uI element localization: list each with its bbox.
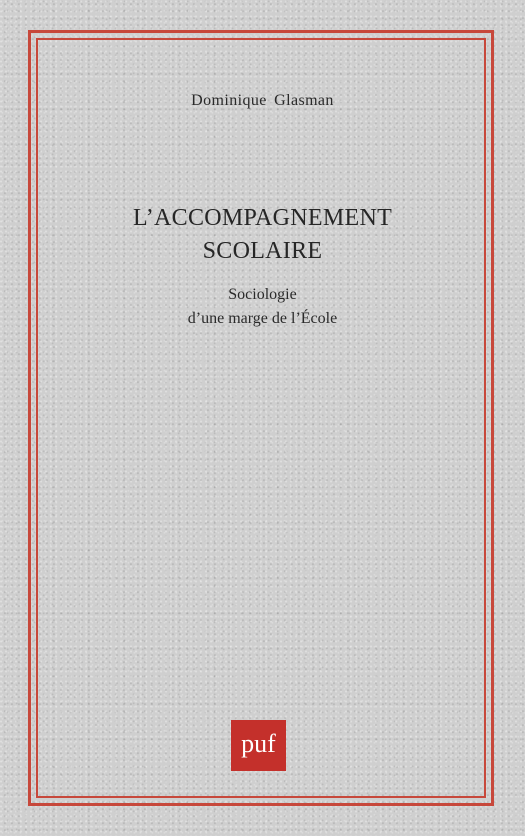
book-title [0,202,525,268]
book-subtitle-line-1: Sociologie [228,286,297,303]
book-title-line-1: L’ACCOMPAGNEMENT [132,205,393,231]
author-name: Dominique Glasman [191,92,334,109]
book-subtitle [0,283,525,331]
cover-frame-inner [36,38,486,798]
book-subtitle-line-2: d’une marge de l’École [187,310,338,327]
book-title-line-2: SCOLAIRE [202,238,323,264]
publisher-logo [231,720,286,771]
publisher-logo-text: puf [241,728,276,758]
